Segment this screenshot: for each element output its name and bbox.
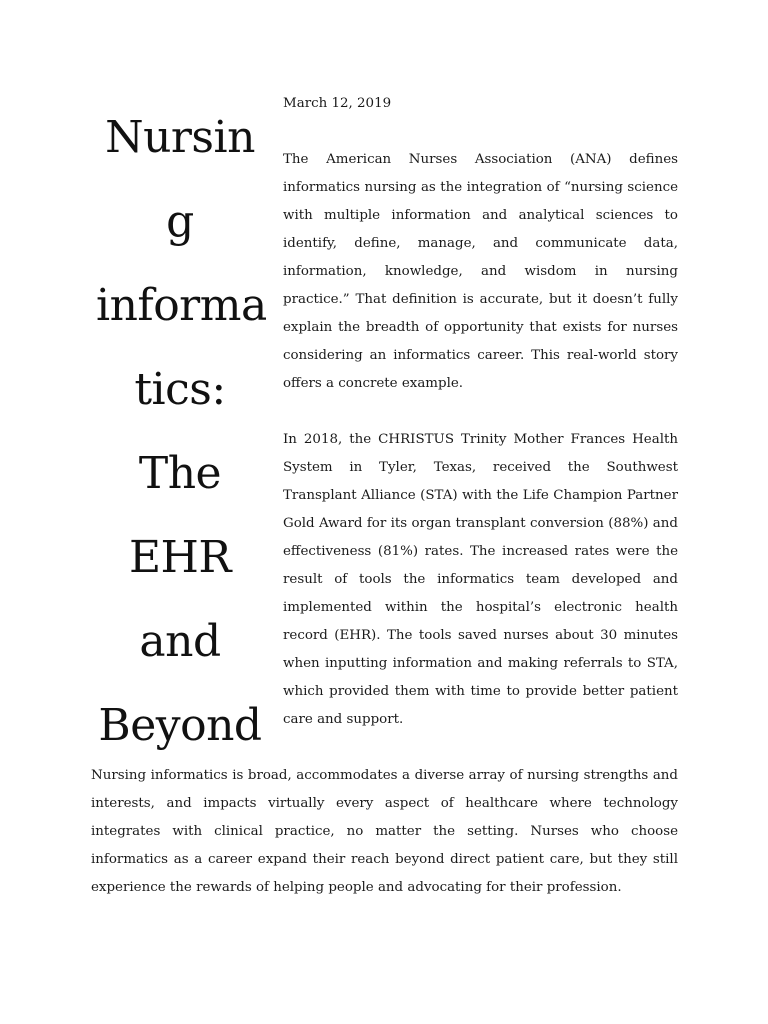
title-line: informa <box>96 280 267 331</box>
article-body <box>283 90 678 762</box>
paragraph-ana-definition: The American Nurses Association (ANA) defines informatics nursing as the integration of “nursing science with multiple information and analytical sciences to identify, define, manage, and communicate data, information, knowledge, and wisdom in nursing practice.” That definition is accurate, but it doesn’t fully explain the breadth of opportunity that exists for nurses considering an informatics career. This real-world story offers a concrete example. <box>283 152 678 391</box>
title-line: EHR <box>128 532 232 583</box>
article-title <box>96 96 267 768</box>
paragraph-conclusion: Nursing informatics is broad, accommodates a diverse array of nursing strengths and interests, and impacts virtually every aspect of healthcare where technology integrates with clinical practice, no matter the setting. Nurses who choose informatics as a career expand their reach beyond direct patient care, but they still experience the rewards of helping people and advocating for their profession. <box>91 768 678 895</box>
title-line: and <box>139 616 221 667</box>
title-line: Beyond <box>98 700 262 751</box>
title-line: g <box>166 196 194 247</box>
publication-date: March 12, 2019 <box>283 96 392 111</box>
paragraph-christus-story: In 2018, the CHRISTUS Trinity Mother Frances Health System in Tyler, Texas, received the Southwest Transplant Alliance (STA) with the Life Champion Partner Gold Award for its organ transplant conversion (88%) and effectiveness (81%) rates. The increased rates were the result of tools the informatics team developed and implemented within the hospital’s electronic health record (EHR). The tools saved nurses about 30 minutes when inputting information and making referrals to STA, which provided them with time to provide better patient care and support. <box>283 432 678 727</box>
title-line: The <box>138 448 222 499</box>
title-line: tics: <box>134 364 226 415</box>
title-line: Nursin <box>105 112 255 163</box>
